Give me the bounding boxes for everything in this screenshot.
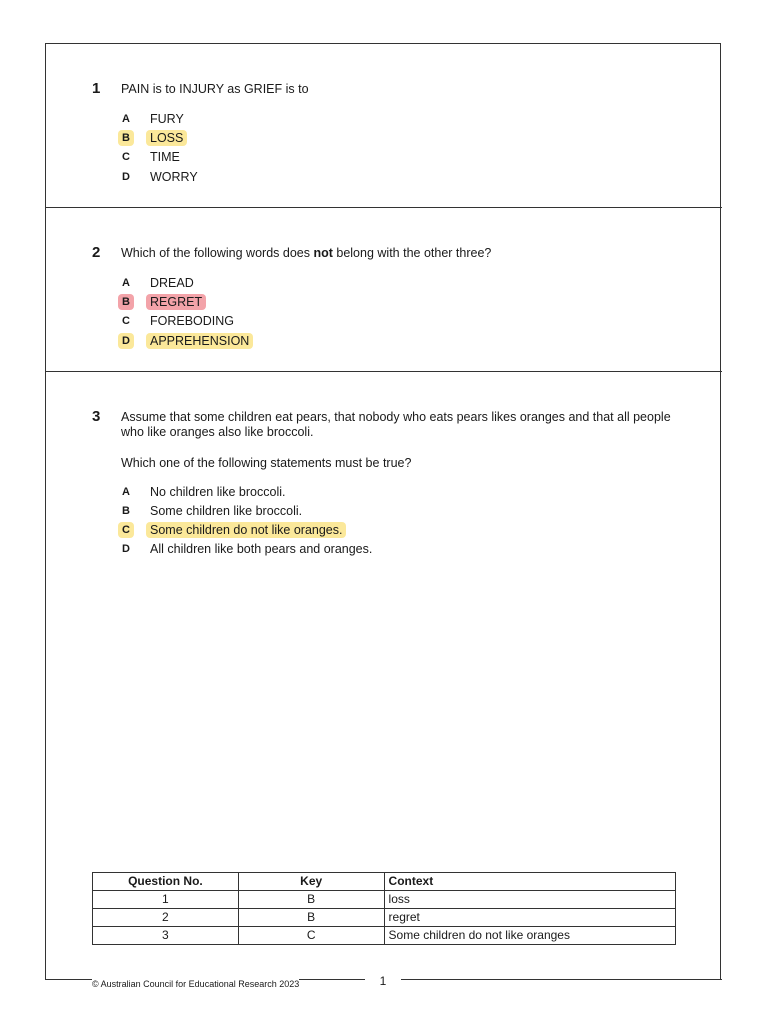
option-text: TIME xyxy=(150,150,180,164)
column-header-key: Key xyxy=(238,873,384,891)
option-text: All children like both pears and oranges. xyxy=(150,542,373,556)
cell-question-no: 3 xyxy=(93,927,239,945)
question-stem: Assume that some children eat pears, that nobody who eats pears likes oranges and that all people who like oranges also like broccoli. xyxy=(121,410,671,439)
question-3 xyxy=(46,372,722,872)
option-text: Some children do not like oranges. xyxy=(146,522,346,538)
question-number: 1 xyxy=(92,80,101,97)
table-row xyxy=(93,909,676,927)
table-row xyxy=(93,891,676,909)
option-text: APPREHENSION xyxy=(146,333,253,349)
cell-key: B xyxy=(238,909,384,927)
footer-rule-right xyxy=(401,979,722,980)
table-row xyxy=(93,927,676,945)
copyright-notice: © Australian Council for Educational Research 2023 xyxy=(92,979,300,989)
option-text: REGRET xyxy=(146,294,206,310)
option-text: FOREBODING xyxy=(150,314,235,328)
option-text: No children like broccoli. xyxy=(150,485,286,499)
option-text: Some children like broccoli. xyxy=(150,504,303,518)
question-stem: PAIN is to INJURY as GRIEF is to xyxy=(121,82,309,96)
option-letter: A xyxy=(122,486,130,498)
cell-key: C xyxy=(238,927,384,945)
cell-context: loss xyxy=(384,891,675,909)
cell-question-no: 1 xyxy=(93,891,239,909)
cell-question-no: 2 xyxy=(93,909,239,927)
cell-context: Some children do not like oranges xyxy=(384,927,675,945)
option-text: LOSS xyxy=(146,130,187,146)
option-letter: A xyxy=(122,113,130,125)
option-letter: D xyxy=(122,171,130,183)
option-letter: C xyxy=(122,315,130,327)
option-letter: A xyxy=(122,277,130,289)
option-letter: C xyxy=(122,151,130,163)
answer-key-table xyxy=(92,872,676,945)
column-header-question-no: Question No. xyxy=(93,873,239,891)
option-letter: C xyxy=(118,522,134,538)
cell-context: regret xyxy=(384,909,675,927)
page-frame xyxy=(45,43,721,979)
option-letter: B xyxy=(122,505,130,517)
option-letter: B xyxy=(118,130,134,146)
question-1 xyxy=(46,44,722,207)
question-2 xyxy=(46,208,722,371)
option-text: FURY xyxy=(150,112,184,126)
cell-key: B xyxy=(238,891,384,909)
option-letter: D xyxy=(118,333,134,349)
option-text: WORRY xyxy=(150,170,198,184)
page-number: 1 xyxy=(374,973,392,989)
option-letter: D xyxy=(122,543,130,555)
column-header-context: Context xyxy=(384,873,675,891)
stem-text: belong with the other three? xyxy=(332,246,492,260)
stem-text: Which of the following words does xyxy=(121,246,314,260)
option-letter: B xyxy=(118,294,134,310)
question-prompt: Which one of the following statements must be true? xyxy=(121,456,412,470)
question-number: 3 xyxy=(92,408,101,425)
question-number: 2 xyxy=(92,244,101,261)
question-stem xyxy=(121,246,681,261)
option-text: DREAD xyxy=(150,276,194,290)
table-header-row xyxy=(93,873,676,891)
stem-emphasis: not xyxy=(313,246,333,260)
